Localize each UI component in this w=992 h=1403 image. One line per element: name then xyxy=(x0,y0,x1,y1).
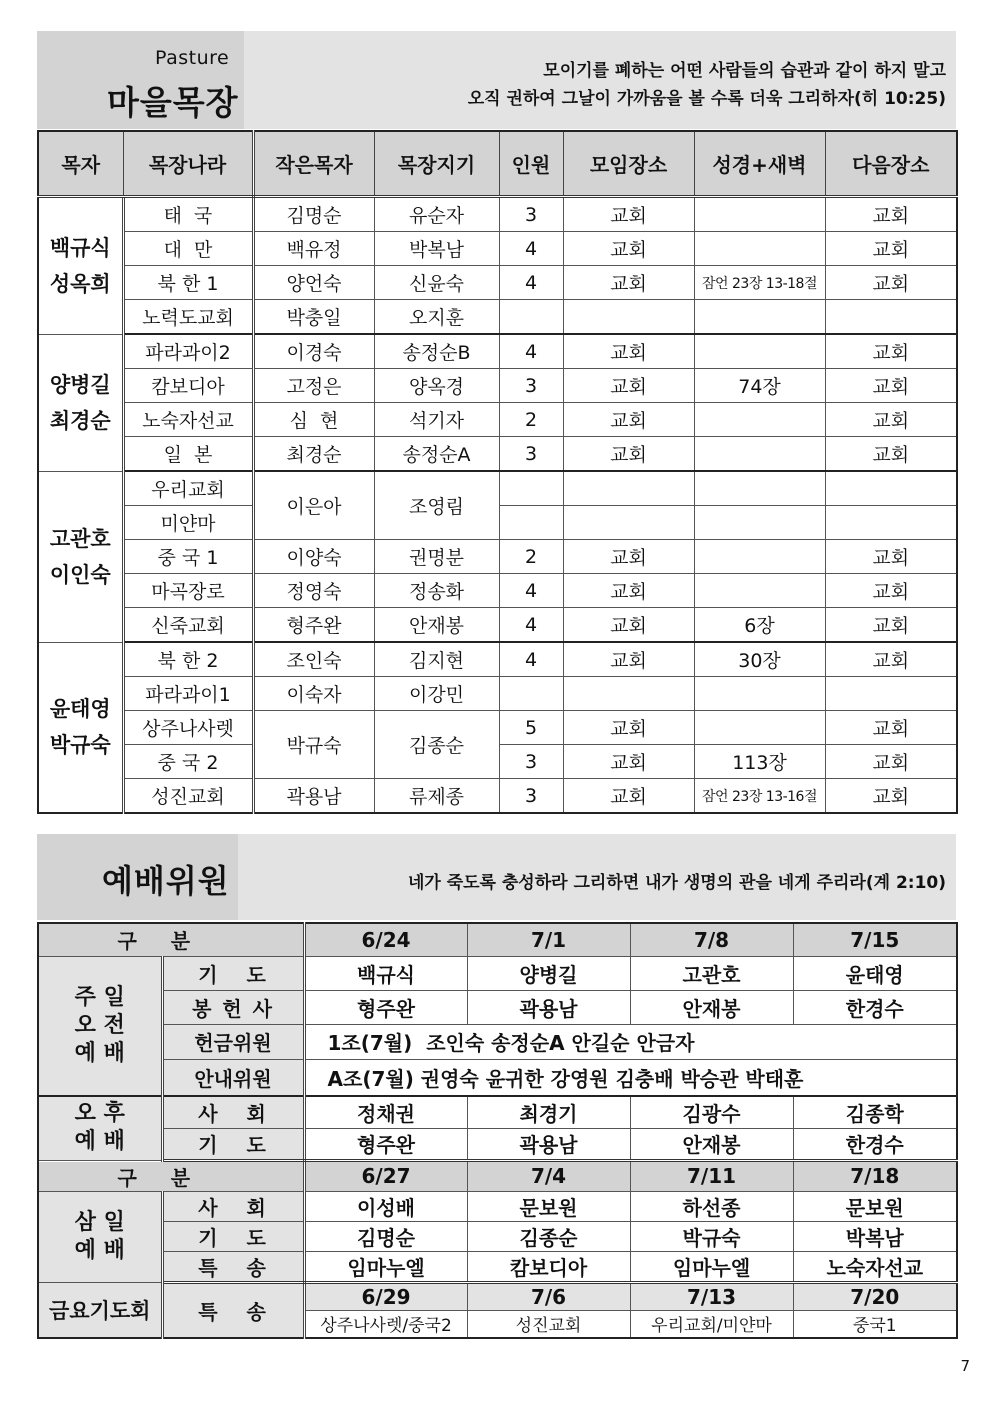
pasture-row xyxy=(38,574,957,608)
worship-table xyxy=(37,922,958,1339)
pasture-keeper: 송정순B xyxy=(374,334,499,369)
wed-special: 캄보디아 xyxy=(467,1251,630,1282)
sunday-pm-prayer: 곽용남 xyxy=(467,1128,630,1160)
pasture-title-en: Pasture xyxy=(155,47,230,69)
pasture-place: 교회 xyxy=(563,608,694,643)
pasture-bible: 74장 xyxy=(694,369,825,403)
pasture-keeper: 권명분 xyxy=(374,540,499,574)
pasture-nara: 미얀마 xyxy=(123,506,253,540)
pasture-next: 교회 xyxy=(825,779,957,814)
pasture-place: 교회 xyxy=(563,232,694,266)
pasture-nara: 노력도교회 xyxy=(123,300,253,335)
wed-date: 7/11 xyxy=(630,1160,793,1191)
worship-header xyxy=(37,834,956,920)
pasture-nara: 중 국 2 xyxy=(123,745,253,779)
pasture-next: 교회 xyxy=(825,197,957,232)
pasture-next xyxy=(825,471,957,506)
pasture-place xyxy=(563,677,694,711)
pasture-keeper: 신윤숙 xyxy=(374,266,499,300)
wed-prayer-label: 기 도 xyxy=(162,1221,304,1251)
pasture-small-pastor: 이양숙 xyxy=(253,540,374,574)
wed-prayer: 박복남 xyxy=(793,1221,957,1251)
worship-verse: 네가 죽도록 충성하라 그리하면 내가 생명의 관을 네게 주리라(계 2:10) xyxy=(407,873,946,893)
fri-date-row xyxy=(38,1282,957,1310)
pasture-row xyxy=(38,334,957,369)
pasture-bible xyxy=(694,403,825,437)
header-nara: 목장나라 xyxy=(123,131,253,197)
pasture-small-pastor: 조인숙 xyxy=(253,642,374,677)
pasture-row xyxy=(38,677,957,711)
sunday-am-prayer: 백규식 xyxy=(304,956,467,990)
pasture-place: 교회 xyxy=(563,540,694,574)
sunday-pm-prayer-label: 기 도 xyxy=(162,1128,304,1160)
pasture-next: 교회 xyxy=(825,574,957,608)
sunday-am-prayer: 양병길 xyxy=(467,956,630,990)
pasture-count xyxy=(499,471,563,506)
pastor-name: 백규식 성옥희 xyxy=(38,197,123,335)
wed-prayer: 김명순 xyxy=(304,1221,467,1251)
pasture-bible xyxy=(694,232,825,266)
pasture-row xyxy=(38,642,957,677)
pasture-keeper: 조영림 xyxy=(374,471,499,540)
sunday-am-label: 주 일 오 전 예 배 xyxy=(38,956,162,1096)
pasture-row xyxy=(38,711,957,745)
fri-special: 우리교회/미얀마 xyxy=(630,1310,793,1338)
sunday-pm-prayer: 형주완 xyxy=(304,1128,467,1160)
pasture-nara: 북 한 1 xyxy=(123,266,253,300)
pasture-next: 교회 xyxy=(825,232,957,266)
pasture-keeper: 박복남 xyxy=(374,232,499,266)
wed-label: 삼 일 예 배 xyxy=(38,1191,162,1282)
pasture-count: 2 xyxy=(499,540,563,574)
pasture-header-row xyxy=(38,131,957,197)
pasture-small-pastor: 형주완 xyxy=(253,608,374,643)
pasture-next: 교회 xyxy=(825,608,957,643)
pasture-row xyxy=(38,437,957,472)
wed-special: 노숙자선교 xyxy=(793,1251,957,1282)
pasture-small-pastor: 이숙자 xyxy=(253,677,374,711)
pasture-place xyxy=(563,506,694,540)
wed-host-row xyxy=(38,1191,957,1221)
wed-host: 이성배 xyxy=(304,1191,467,1221)
pasture-count: 3 xyxy=(499,745,563,779)
pasture-count: 4 xyxy=(499,334,563,369)
fri-date: 7/13 xyxy=(630,1282,793,1310)
pasture-bible: 113장 xyxy=(694,745,825,779)
pasture-place xyxy=(563,300,694,335)
pasture-count: 3 xyxy=(499,779,563,814)
pasture-row xyxy=(38,540,957,574)
pasture-row xyxy=(38,232,957,266)
pasture-count: 4 xyxy=(499,266,563,300)
fri-date: 7/20 xyxy=(793,1282,957,1310)
pasture-bible: 잠언 23장 13-16절 xyxy=(694,779,825,814)
pasture-bible: 잠언 23장 13-18절 xyxy=(694,266,825,300)
pasture-nara: 노숙자선교 xyxy=(123,403,253,437)
sunday-am-prayer: 고관호 xyxy=(630,956,793,990)
fri-date: 7/6 xyxy=(467,1282,630,1310)
pasture-place: 교회 xyxy=(563,711,694,745)
pasture-count: 3 xyxy=(499,197,563,232)
pasture-nara: 파라과이2 xyxy=(123,334,253,369)
sunday-am-offering: 곽용남 xyxy=(467,990,630,1024)
wed-prayer: 김종순 xyxy=(467,1221,630,1251)
pasture-count: 5 xyxy=(499,711,563,745)
pasture-small-pastor: 정영숙 xyxy=(253,574,374,608)
header-keeper: 목장지기 xyxy=(374,131,499,197)
pasture-small-pastor: 김명순 xyxy=(253,197,374,232)
pasture-count: 4 xyxy=(499,642,563,677)
sunday-date: 6/24 xyxy=(304,923,467,956)
pasture-row xyxy=(38,266,957,300)
sunday-am-offering: 형주완 xyxy=(304,990,467,1024)
pasture-row xyxy=(38,369,957,403)
header-count: 인원 xyxy=(499,131,563,197)
worship-title: 예배위원 xyxy=(102,862,230,900)
pasture-verse-line1: 모이기를 폐하는 어떤 사람들의 습관과 같이 하지 말고 xyxy=(543,61,946,81)
pasture-next: 교회 xyxy=(825,369,957,403)
pasture-row xyxy=(38,403,957,437)
pasture-next xyxy=(825,506,957,540)
pasture-next: 교회 xyxy=(825,334,957,369)
page-number: 7 xyxy=(960,1357,970,1375)
header-pastor: 목자 xyxy=(38,131,123,197)
sunday-date-row xyxy=(38,923,957,956)
pasture-row xyxy=(38,608,957,643)
pastor-name: 고관호 이인숙 xyxy=(38,471,123,642)
pasture-count xyxy=(499,506,563,540)
pasture-bible: 6장 xyxy=(694,608,825,643)
pasture-label-box xyxy=(37,31,244,129)
pastor-name: 양병길 최경순 xyxy=(38,334,123,471)
pasture-small-pastor: 이은아 xyxy=(253,471,374,540)
sunday-am-offering-row xyxy=(38,990,957,1024)
pasture-place: 교회 xyxy=(563,745,694,779)
pastor-name: 윤태영 박규숙 xyxy=(38,642,123,813)
wed-prayer: 박규숙 xyxy=(630,1221,793,1251)
sunday-date: 7/1 xyxy=(467,923,630,956)
pasture-count xyxy=(499,677,563,711)
gubun-label-2: 구분 xyxy=(38,1160,304,1191)
pasture-bible xyxy=(694,677,825,711)
pasture-bible xyxy=(694,711,825,745)
sunday-am-guide-row xyxy=(38,1059,957,1096)
pasture-place: 교회 xyxy=(563,403,694,437)
sunday-am-money-row xyxy=(38,1024,957,1059)
pasture-next: 교회 xyxy=(825,745,957,779)
pasture-place: 교회 xyxy=(563,266,694,300)
pasture-title-ko: 마을목장 xyxy=(107,83,239,122)
pasture-keeper: 오지훈 xyxy=(374,300,499,335)
pasture-bible: 30장 xyxy=(694,642,825,677)
pasture-small-pastor: 최경순 xyxy=(253,437,374,472)
pasture-place: 교회 xyxy=(563,197,694,232)
pasture-count: 4 xyxy=(499,232,563,266)
sunday-pm-host-label: 사 회 xyxy=(162,1096,304,1128)
sunday-pm-prayer: 한경수 xyxy=(793,1128,957,1160)
pasture-keeper: 유순자 xyxy=(374,197,499,232)
pasture-count: 3 xyxy=(499,437,563,472)
pasture-place xyxy=(563,471,694,506)
pasture-count: 3 xyxy=(499,369,563,403)
fri-special: 성진교회 xyxy=(467,1310,630,1338)
wed-date: 6/27 xyxy=(304,1160,467,1191)
pasture-nara: 상주나사렛 xyxy=(123,711,253,745)
pasture-keeper: 송정순A xyxy=(374,437,499,472)
wed-prayer-row xyxy=(38,1221,957,1251)
pasture-nara: 캄보디아 xyxy=(123,369,253,403)
pasture-next: 교회 xyxy=(825,266,957,300)
header-bible: 성경+새벽 xyxy=(694,131,825,197)
pasture-small-pastor: 양언숙 xyxy=(253,266,374,300)
pasture-row xyxy=(38,197,957,232)
fri-label: 금요기도회 xyxy=(38,1282,162,1338)
pasture-keeper: 석기자 xyxy=(374,403,499,437)
header-next: 다음장소 xyxy=(825,131,957,197)
header-place: 모임장소 xyxy=(563,131,694,197)
wed-special-label: 특 송 xyxy=(162,1251,304,1282)
pasture-bible xyxy=(694,471,825,506)
wed-host: 하선종 xyxy=(630,1191,793,1221)
pasture-small-pastor: 심 현 xyxy=(253,403,374,437)
pasture-next: 교회 xyxy=(825,437,957,472)
pasture-small-pastor: 이경숙 xyxy=(253,334,374,369)
sunday-pm-label: 오 후 예 배 xyxy=(38,1096,162,1160)
pasture-keeper: 양옥경 xyxy=(374,369,499,403)
pasture-place: 교회 xyxy=(563,334,694,369)
wed-date-row xyxy=(38,1160,957,1191)
pasture-next: 교회 xyxy=(825,711,957,745)
pasture-next xyxy=(825,300,957,335)
wed-host: 문보원 xyxy=(793,1191,957,1221)
pasture-table xyxy=(37,130,958,814)
pasture-place: 교회 xyxy=(563,369,694,403)
pasture-keeper: 류제종 xyxy=(374,779,499,814)
pasture-row xyxy=(38,300,957,335)
pasture-nara: 신죽교회 xyxy=(123,608,253,643)
pasture-place: 교회 xyxy=(563,779,694,814)
gubun-label: 구분 xyxy=(38,923,304,956)
pasture-bible xyxy=(694,300,825,335)
sunday-pm-host: 김광수 xyxy=(630,1096,793,1128)
sunday-am-offering: 한경수 xyxy=(793,990,957,1024)
pasture-next: 교회 xyxy=(825,540,957,574)
fri-special-label: 특 송 xyxy=(162,1282,304,1338)
pasture-nara: 일 본 xyxy=(123,437,253,472)
wed-special: 임마누엘 xyxy=(630,1251,793,1282)
pasture-next: 교회 xyxy=(825,642,957,677)
sunday-date: 7/8 xyxy=(630,923,793,956)
worship-label-box xyxy=(37,834,238,920)
pasture-place: 교회 xyxy=(563,642,694,677)
pasture-nara: 성진교회 xyxy=(123,779,253,814)
pasture-bible xyxy=(694,334,825,369)
sunday-am-money: 1조(7월) 조인숙 송정순A 안길순 안금자 xyxy=(304,1024,957,1059)
pasture-keeper: 안재봉 xyxy=(374,608,499,643)
pasture-bible xyxy=(694,540,825,574)
pasture-row xyxy=(38,471,957,506)
pasture-nara: 우리교회 xyxy=(123,471,253,506)
sunday-pm-prayer-row xyxy=(38,1128,957,1160)
wed-date: 7/4 xyxy=(467,1160,630,1191)
pasture-nara: 북 한 2 xyxy=(123,642,253,677)
pasture-count: 2 xyxy=(499,403,563,437)
pasture-place: 교회 xyxy=(563,437,694,472)
wed-host: 문보원 xyxy=(467,1191,630,1221)
pasture-nara: 마곡장로 xyxy=(123,574,253,608)
pasture-small-pastor: 박충일 xyxy=(253,300,374,335)
sunday-pm-prayer: 안재봉 xyxy=(630,1128,793,1160)
pasture-row xyxy=(38,779,957,814)
pasture-count: 4 xyxy=(499,574,563,608)
sunday-pm-host: 정채권 xyxy=(304,1096,467,1128)
sunday-am-prayer-row xyxy=(38,956,957,990)
pasture-bible xyxy=(694,506,825,540)
wed-host-label: 사 회 xyxy=(162,1191,304,1221)
sunday-pm-host-row xyxy=(38,1096,957,1128)
pasture-header xyxy=(37,31,956,129)
pasture-verse-line2: 오직 권하여 그날이 가까움을 볼 수록 더욱 그리하자(히 10:25) xyxy=(467,89,946,109)
pasture-nara: 대 만 xyxy=(123,232,253,266)
pasture-next: 교회 xyxy=(825,403,957,437)
wed-special-row xyxy=(38,1251,957,1282)
pasture-count: 4 xyxy=(499,608,563,643)
pasture-next xyxy=(825,677,957,711)
sunday-am-money-label: 헌금위원 xyxy=(162,1024,304,1059)
fri-date: 6/29 xyxy=(304,1282,467,1310)
sunday-pm-host: 김종학 xyxy=(793,1096,957,1128)
sunday-pm-host: 최경기 xyxy=(467,1096,630,1128)
header-small-pastor: 작은목자 xyxy=(253,131,374,197)
pasture-bible xyxy=(694,197,825,232)
sunday-am-offering-label: 봉 헌 사 xyxy=(162,990,304,1024)
fri-special: 상주나사렛/중국2 xyxy=(304,1310,467,1338)
pasture-count xyxy=(499,300,563,335)
pasture-bible xyxy=(694,574,825,608)
pasture-small-pastor: 곽용남 xyxy=(253,779,374,814)
sunday-am-offering: 안재봉 xyxy=(630,990,793,1024)
pasture-keeper: 이강민 xyxy=(374,677,499,711)
pasture-keeper: 김종순 xyxy=(374,711,499,779)
pasture-nara: 중 국 1 xyxy=(123,540,253,574)
pasture-nara: 태 국 xyxy=(123,197,253,232)
pasture-place: 교회 xyxy=(563,574,694,608)
pasture-keeper: 정송화 xyxy=(374,574,499,608)
sunday-am-guide-label: 안내위원 xyxy=(162,1059,304,1096)
wed-date: 7/18 xyxy=(793,1160,957,1191)
pasture-keeper: 김지현 xyxy=(374,642,499,677)
pasture-nara: 파라과이1 xyxy=(123,677,253,711)
wed-special: 임마누엘 xyxy=(304,1251,467,1282)
pasture-bible xyxy=(694,437,825,472)
pasture-small-pastor: 고정은 xyxy=(253,369,374,403)
pasture-small-pastor: 백유정 xyxy=(253,232,374,266)
sunday-am-guide: A조(7월) 권영숙 윤귀한 강영원 김충배 박승관 박태훈 xyxy=(304,1059,957,1096)
sunday-am-prayer-label: 기 도 xyxy=(162,956,304,990)
sunday-am-prayer: 윤태영 xyxy=(793,956,957,990)
fri-special: 중국1 xyxy=(793,1310,957,1338)
pasture-small-pastor: 박규숙 xyxy=(253,711,374,779)
sunday-date: 7/15 xyxy=(793,923,957,956)
